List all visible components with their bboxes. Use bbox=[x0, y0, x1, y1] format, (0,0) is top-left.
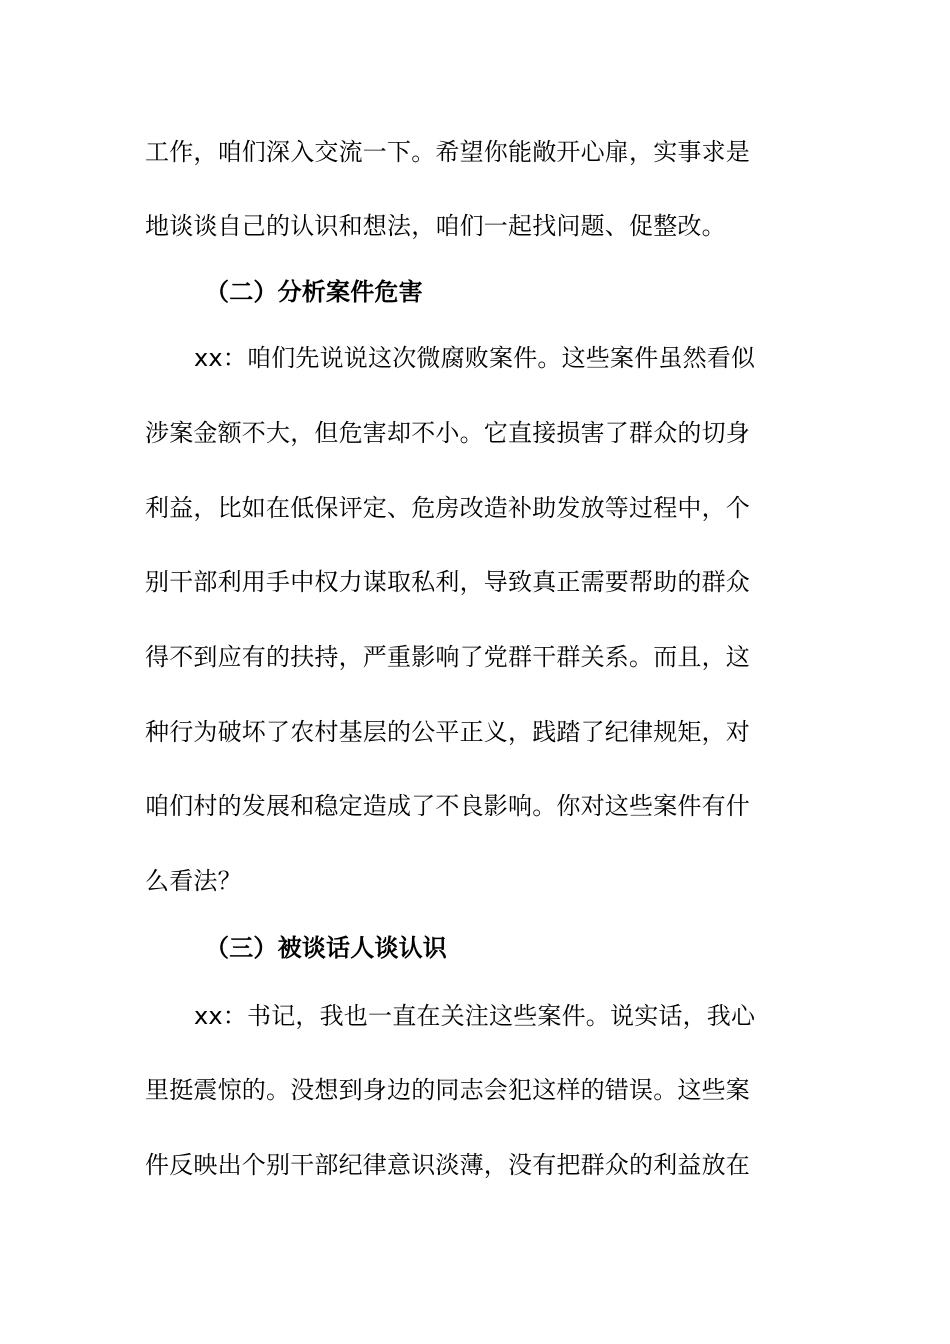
section-heading: （二）分析案件危害 bbox=[205, 278, 423, 306]
paragraph-line: 地谈谈自己的认识和想法，咱们一起找问题、促整改。 bbox=[145, 212, 726, 240]
paragraph-line: 咱们村的发展和稳定造成了不良影响。你对这些案件有什 bbox=[145, 792, 750, 820]
paragraph-line: 种行为破坏了农村基层的公平正义，践踏了纪律规矩，对 bbox=[145, 718, 750, 746]
paragraph-line: xx：咱们先说说这次微腐败案件。这些案件虽然看似 bbox=[194, 344, 756, 372]
paragraph-line: 涉案金额不大，但危害却不小。它直接损害了群众的切身 bbox=[145, 419, 750, 447]
section-heading: （三）被谈话人谈认识 bbox=[205, 934, 447, 962]
paragraph-line: 别干部利用手中权力谋取私利，导致真正需要帮助的群众 bbox=[145, 568, 750, 596]
paragraph-line: 里挺震惊的。没想到身边的同志会犯这样的错误。这些案 bbox=[145, 1076, 750, 1104]
paragraph-line: 工作，咱们深入交流一下。希望你能敞开心扉，实事求是 bbox=[145, 138, 750, 166]
paragraph-line: 件反映出个别干部纪律意识淡薄，没有把群众的利益放在 bbox=[145, 1151, 750, 1179]
paragraph-line: 得不到应有的扶持，严重影响了党群干群关系。而且，这 bbox=[145, 643, 750, 671]
paragraph-line: xx：书记，我也一直在关注这些案件。说实话，我心 bbox=[194, 1002, 756, 1030]
paragraph-line: 利益，比如在低保评定、危房改造补助发放等过程中，个 bbox=[145, 494, 750, 522]
paragraph-line: 么看法？ bbox=[145, 867, 242, 895]
